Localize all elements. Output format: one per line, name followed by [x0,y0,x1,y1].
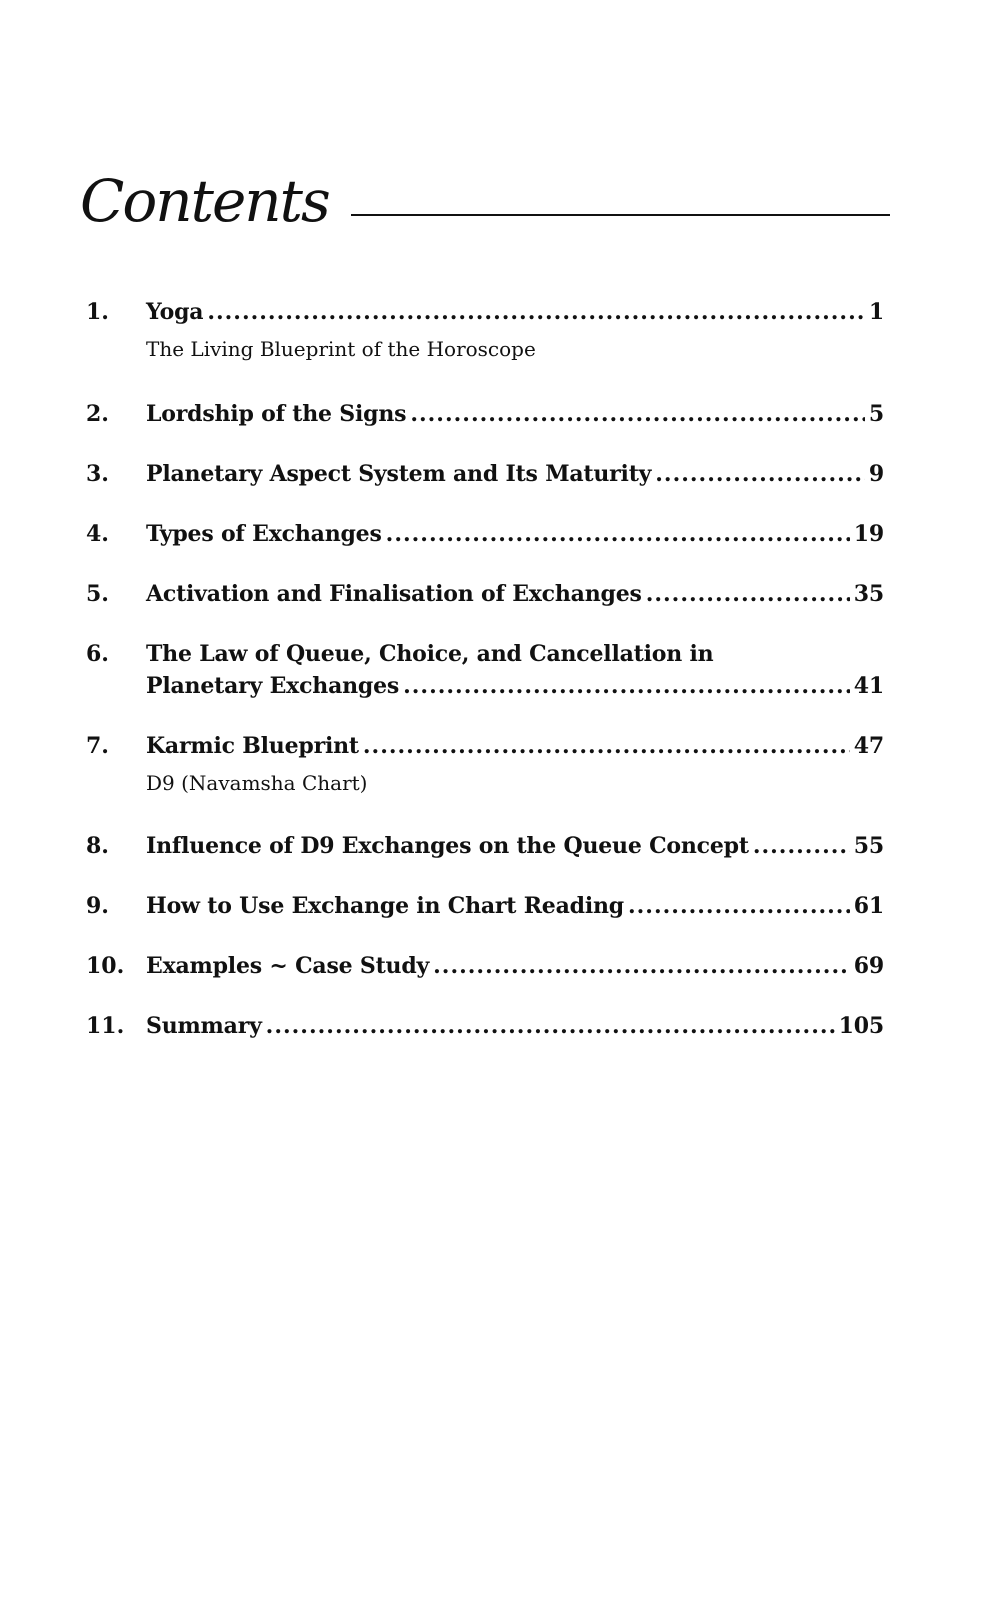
toc-entry-title: Planetary Exchanges [146,673,400,699]
toc-entry-8[interactable] [86,830,884,862]
page-title: Contents [80,167,329,235]
toc-entry-subtitle: D9 (Navamsha Chart) [146,771,368,795]
toc-entry-title: Planetary Aspect System and Its Maturity [146,461,652,487]
toc-entry-number: 4. [86,521,109,547]
toc-entry-page: 47 [853,733,884,759]
toc-entry-number: 3. [86,461,109,487]
toc-entry-page: 55 [853,833,884,859]
toc-entry-number: 11. [86,1013,125,1039]
toc-entry-page: 19 [853,521,884,547]
toc-entry-10[interactable] [86,950,884,982]
toc-entry-title: Yoga [146,299,204,325]
dot-leader [753,830,850,862]
dot-leader [403,670,850,702]
toc-entry-number: 8. [86,833,109,859]
dot-leader [410,398,865,430]
toc-entry-title: Examples ~ Case Study [146,953,430,979]
dot-leader [363,730,850,762]
toc-entry-title: How to Use Exchange in Chart Reading [146,893,624,919]
dot-leader [646,578,850,610]
toc-entry-number: 2. [86,401,109,427]
toc-entry-number: 6. [86,641,109,667]
toc-entry-number: 10. [86,953,125,979]
contents-heading [80,150,890,235]
toc-entry-9[interactable] [86,890,884,922]
dot-leader [386,518,850,550]
toc-entry-5[interactable] [86,578,884,610]
toc-entry-page: 69 [853,953,884,979]
toc-entry-number: 1. [86,299,109,325]
toc-entry-number: 5. [86,581,109,607]
toc-entry-7[interactable] [86,730,884,798]
toc-entry-title: Lordship of the Signs [146,401,407,427]
toc-entry-title-line1: The Law of Queue, Choice, and Cancellation in [146,641,714,667]
toc-entry-11[interactable] [86,1010,884,1042]
toc-entry-1[interactable] [86,296,884,364]
toc-entry-3[interactable] [86,458,884,490]
toc-entry-page: 41 [853,673,884,699]
toc-entry-title: Activation and Finalisation of Exchanges [146,581,642,607]
toc-entry-title: Karmic Blueprint [146,733,359,759]
toc-entry-subtitle: The Living Blueprint of the Horoscope [146,337,536,361]
dot-leader [628,890,850,922]
dot-leader [207,296,865,328]
toc-entry-2[interactable] [86,398,884,430]
toc-entry-6[interactable] [86,638,884,702]
toc-entry-page: 105 [838,1013,884,1039]
toc-entry-number: 7. [86,733,109,759]
toc-entry-title: Types of Exchanges [146,521,382,547]
toc-entry-title: Summary [146,1013,262,1039]
toc-entry-4[interactable] [86,518,884,550]
toc-entry-page: 61 [853,893,884,919]
toc-entry-page: 35 [853,581,884,607]
toc-entry-page: 9 [868,461,884,487]
toc-entry-page: 1 [868,299,884,325]
dot-leader [655,458,865,490]
toc-entry-title: Influence of D9 Exchanges on the Queue Concept [146,833,749,859]
heading-rule [351,214,890,216]
dot-leader [433,950,850,982]
toc-entry-page: 5 [868,401,884,427]
toc-entry-number: 9. [86,893,109,919]
dot-leader [266,1010,835,1042]
